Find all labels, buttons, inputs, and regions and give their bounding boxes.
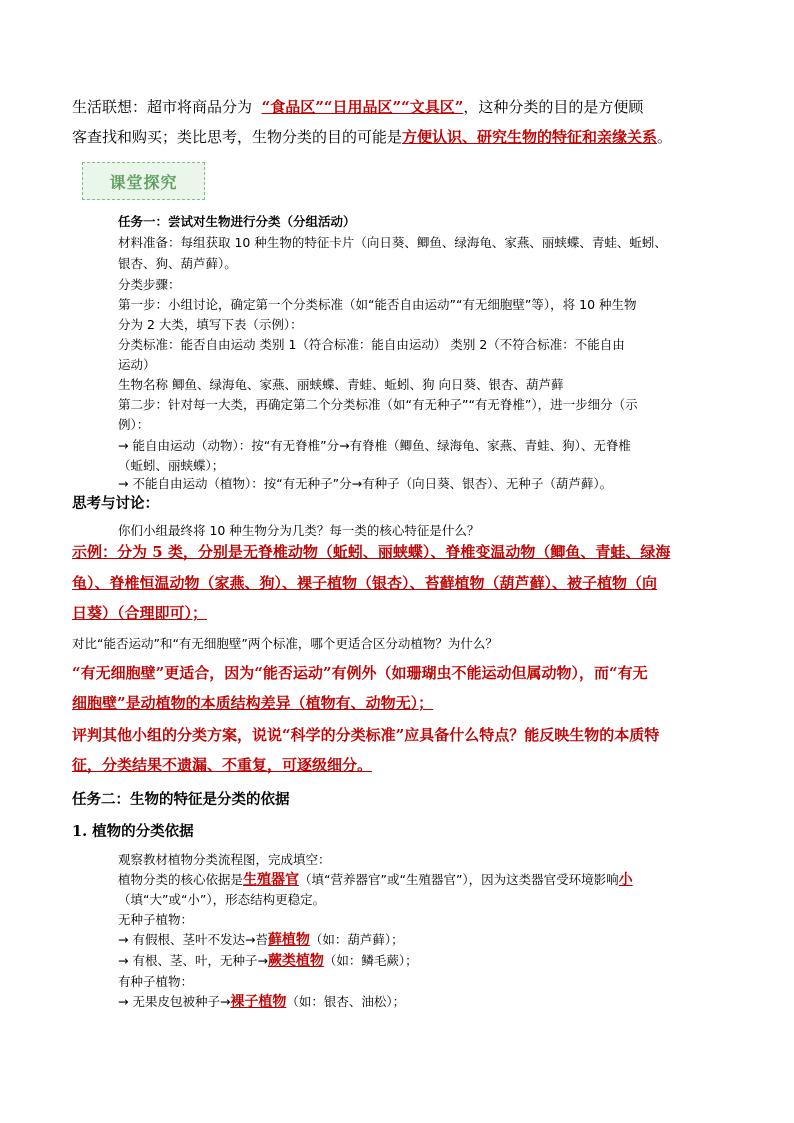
task2-text: → 有根、茎、叶，无种子→ bbox=[118, 953, 268, 968]
answer-block-1 bbox=[72, 537, 724, 568]
task2-line bbox=[118, 951, 728, 972]
discuss-question: 你们小组最终将 10 种生物分为几类？每一类的核心特征是什么？ bbox=[118, 523, 480, 538]
intro-line-1 bbox=[72, 92, 722, 122]
discuss-title: 思考与讨论： bbox=[72, 495, 159, 512]
answer-daily: “日用品区” bbox=[323, 98, 402, 116]
task1-text: 分类步骤： bbox=[118, 277, 181, 292]
answer-moss: 藓植物 bbox=[267, 932, 310, 948]
intro-line-2 bbox=[72, 122, 722, 152]
banner-label: 课堂探究 bbox=[109, 172, 178, 192]
answer-block-3 bbox=[72, 720, 724, 751]
task1-text: 材料准备：每组获取 10 种生物的特征卡片（向日葵、鲫鱼、绿海龟、家燕、丽蛱蝶、青蛙、蚯蚓、 bbox=[118, 235, 667, 250]
answer-block-2 bbox=[72, 658, 724, 689]
task1-text: 第一步：小组讨论，确定第一个分类标准（如“能否自由运动”“有无细胞壁”等），将 10 种生物 bbox=[118, 297, 637, 312]
task2-core-line bbox=[118, 870, 728, 891]
task2-line bbox=[118, 930, 728, 951]
task1-title: 任务一：尝试对生物进行分类（分组活动） bbox=[118, 214, 356, 229]
task1-text: 第二步：针对每一大类，再确定第二个分类标准（如“有无种子”“有无脊椎”），进一步细分（示 bbox=[118, 397, 638, 412]
task2-section-heading: 1. 植物的分类依据 bbox=[72, 823, 194, 840]
task2-text: （如：鳞毛蕨）； bbox=[323, 953, 418, 968]
answer-line: 评判其他小组的分类方案，说说“科学的分类标准”应具备什么特点？能反映生物的本质特 bbox=[72, 726, 660, 744]
task1-text: 生物名称 鲫鱼、绿海龟、家燕、丽蛱蝶、青蛙、蚯蚓、狗 向日葵、银杏、葫芦藓 bbox=[118, 377, 564, 392]
answer-block-2 bbox=[72, 688, 724, 719]
answer-line: 龟）、脊椎恒温动物（家燕、狗）、裸子植物（银杏）、苔藓植物（葫芦藓）、被子植物（向 bbox=[72, 574, 658, 592]
task2-line bbox=[118, 992, 728, 1013]
task1-text: 运动） bbox=[118, 357, 156, 372]
intro-text: ，这种分类的目的是方便顾 bbox=[463, 98, 644, 116]
answer-gymnosperm: 裸子植物 bbox=[230, 994, 287, 1010]
task2-text: （填“大”或“小”），形态结构更稳定。 bbox=[118, 892, 326, 907]
intro-text: 生活联想：超市将商品分为 bbox=[72, 98, 253, 116]
answer-fern: 蕨类植物 bbox=[267, 953, 324, 969]
task1-text: （蚯蚓、丽蛱蝶）； bbox=[118, 458, 225, 473]
answer-stationery: “文具区” bbox=[401, 98, 464, 116]
task2-text: → 无果皮包被种子→ bbox=[118, 994, 231, 1009]
intro-text: 。 bbox=[657, 128, 673, 146]
answer-line: “有无细胞壁”更适合，因为“能否运动”有例外（如珊瑚虫不能运动但属动物），而“有无 bbox=[72, 664, 648, 682]
section-banner bbox=[82, 162, 205, 200]
answer-block-1 bbox=[72, 568, 724, 599]
task1-text: 分为 2 大类，填写下表（示例）： bbox=[118, 317, 303, 332]
answer-food: “食品区” bbox=[261, 98, 324, 116]
discuss-question: 对比“能否运动”和“有无细胞壁”两个标准，哪个更适合区分动植物？为什么？ bbox=[72, 636, 498, 651]
task2-text: （如：银杏、油松）； bbox=[286, 994, 406, 1009]
task1-text: 银杏、狗、葫芦藓）。 bbox=[118, 256, 237, 271]
answer-block-3 bbox=[72, 750, 724, 781]
answer-reproductive: 生殖器官 bbox=[243, 872, 300, 888]
task2-title: 任务二：生物的特征是分类的依据 bbox=[72, 791, 290, 808]
task2-text: （填“营养器官”或“生殖器官”），因为这类器官受环境影响 bbox=[299, 872, 619, 887]
task1-text: → 不能自由运动（植物）：按“有无种子”分→有种子（向日葵、银杏）、无种子（葫芦藓）。 bbox=[118, 476, 613, 491]
task1-text: 例）： bbox=[118, 417, 150, 432]
answer-small: 小 bbox=[618, 872, 633, 888]
answer-line: 日葵）（合理即可）； bbox=[72, 604, 208, 622]
intro-text: 客查找和购买；类比思考，生物分类的目的可能是 bbox=[72, 128, 403, 146]
answer-line: 细胞壁”是动植物的本质结构差异（植物有、动物无）； bbox=[72, 694, 434, 712]
answer-block-1 bbox=[72, 598, 724, 629]
task2-text: （如：葫芦藓）； bbox=[309, 932, 404, 947]
task2-text: 无种子植物： bbox=[118, 912, 194, 927]
task2-text: 观察教材植物分类流程图，完成填空： bbox=[118, 852, 331, 867]
answer-line: 征，分类结果不遗漏、不重复，可逐级细分。 bbox=[72, 756, 373, 774]
task1-text: 分类标准：能否自由运动 类别 1（符合标准：能自由运动） 类别 2（不符合标准：不能自由 bbox=[118, 337, 625, 352]
answer-line: 示例：分为 5 类，分别是无脊椎动物（蚯蚓、丽蛱蝶）、脊椎变温动物（鲫鱼、青蛙、绿海 bbox=[72, 543, 671, 561]
task2-text: 植物分类的核心依据是 bbox=[118, 872, 244, 887]
task2-text: → 有假根、茎叶不发达→苔 bbox=[118, 932, 268, 947]
answer-purpose: 方便认识、研究生物的特征和亲缘关系 bbox=[402, 128, 658, 146]
task1-text: → 能自由运动（动物）：按“有无脊椎”分→有脊椎（鲫鱼、绿海龟、家燕、青蛙、狗）、无脊椎 bbox=[118, 438, 631, 453]
task2-text: 有种子植物： bbox=[118, 974, 194, 989]
